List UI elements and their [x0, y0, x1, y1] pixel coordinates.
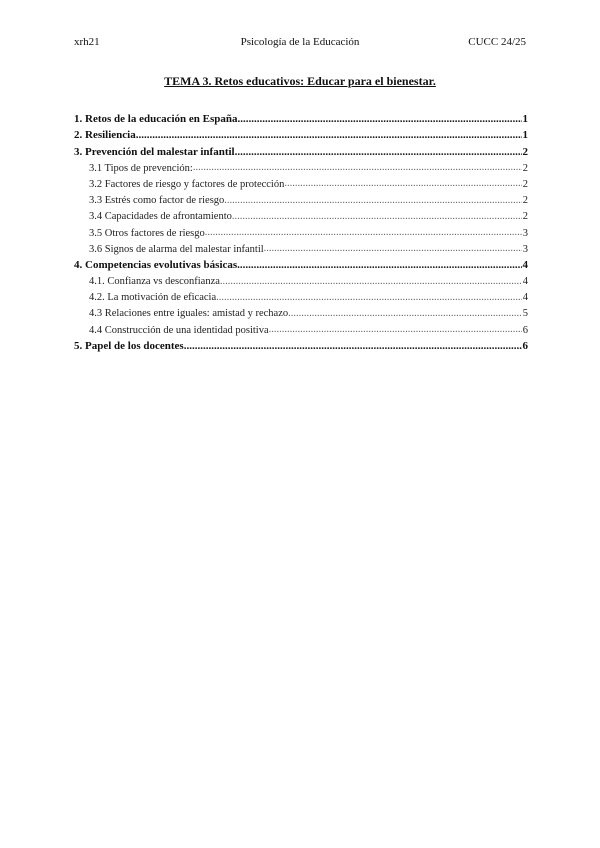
- toc-dot-leader: [288, 309, 522, 320]
- toc-entry-label: 5. Papel de los docentes: [74, 339, 184, 352]
- toc-dot-leader: [220, 277, 522, 288]
- toc-entry-label: 3.6 Signos de alarma del malestar infantil: [89, 243, 264, 255]
- toc-entry-label: 3.1 Tipos de prevención:: [89, 162, 193, 174]
- toc-entry-label: 3.4 Capacidades de afrontamiento: [89, 211, 232, 223]
- toc-dot-leader: [232, 212, 522, 223]
- toc-dot-leader: [205, 228, 522, 239]
- document-title: TEMA 3. Retos educativos: Educar para el bienestar.: [164, 74, 436, 88]
- toc-entry-label: 3.2 Factores de riesgo y factores de protección: [89, 178, 285, 190]
- toc-entry-label: 4.4 Construcción de una identidad positiva: [89, 324, 269, 336]
- toc-entry-page-number: 3: [522, 243, 528, 255]
- toc-entry-label: 4.1. Confianza vs desconfianza: [89, 276, 220, 288]
- toc-entry-page-number: 6: [522, 324, 528, 336]
- toc-entry-label: 4.3 Relaciones entre iguales: amistad y rechazo: [89, 308, 289, 320]
- toc-dot-leader: [216, 293, 522, 304]
- toc-entry-page-number: 4: [522, 292, 528, 304]
- toc-entry[interactable]: [74, 271, 528, 287]
- toc-entry[interactable]: [74, 239, 528, 255]
- toc-entry-page-number: 4: [522, 276, 528, 288]
- toc-dot-leader: [264, 244, 522, 255]
- toc-entry-page-number: 2: [522, 195, 528, 207]
- toc-dot-leader: [193, 163, 522, 174]
- toc-entry-page-number: 4: [522, 258, 528, 271]
- toc-dot-leader: [237, 260, 521, 271]
- toc-entry-page-number: 3: [522, 227, 528, 239]
- toc-entry[interactable]: [74, 206, 528, 222]
- toc-dot-leader: [136, 130, 522, 141]
- toc-entry-label: 4. Competencias evolutivas básicas: [74, 258, 238, 271]
- toc-dot-leader: [269, 325, 522, 336]
- toc-entry-label: 3.3 Estrés como factor de riesgo: [89, 195, 225, 207]
- toc-entry-label: 3. Prevención del malestar infantil: [74, 145, 235, 158]
- toc-entry-label: 2. Resiliencia: [74, 129, 136, 142]
- toc-entry-page-number: 6: [522, 339, 528, 352]
- toc-entry[interactable]: [74, 174, 528, 190]
- toc-entry[interactable]: [74, 336, 528, 352]
- toc-entry-page-number: 2: [522, 145, 528, 158]
- toc-entry-page-number: 1: [522, 129, 528, 142]
- toc-entry[interactable]: [74, 190, 528, 206]
- toc-entry-page-number: 2: [522, 211, 528, 223]
- toc-entry[interactable]: [74, 287, 528, 303]
- toc-dot-leader: [184, 341, 522, 352]
- toc-entry-label: 4.2. La motivación de eficacia: [89, 292, 217, 304]
- toc-entry[interactable]: [74, 303, 528, 319]
- toc-entry[interactable]: [74, 141, 528, 157]
- toc-dot-leader: [238, 114, 522, 125]
- toc-entry[interactable]: [74, 125, 528, 141]
- toc-entry[interactable]: [74, 109, 528, 125]
- toc-entry[interactable]: [74, 222, 528, 238]
- toc-entry-page-number: 2: [522, 178, 528, 190]
- toc-entry-page-number: 2: [522, 162, 528, 174]
- toc-dot-leader: [235, 147, 522, 158]
- toc-entry[interactable]: [74, 158, 528, 174]
- toc-entry-page-number: 5: [522, 308, 528, 320]
- toc-entry-label: 1. Retos de la educación en España: [74, 113, 238, 126]
- toc-dot-leader: [284, 179, 521, 190]
- toc-entry-label: 3.5 Otros factores de riesgo: [89, 227, 205, 239]
- toc-entry[interactable]: [74, 319, 528, 335]
- toc-entry[interactable]: [74, 255, 528, 271]
- page-header: [74, 36, 526, 52]
- table-of-contents: [74, 109, 528, 352]
- header-center-text: Psicología de la Educación: [240, 36, 360, 48]
- toc-dot-leader: [224, 196, 521, 207]
- toc-entry-page-number: 1: [522, 113, 528, 126]
- header-left-text: xrh21: [74, 36, 100, 48]
- header-right-text: CUCC 24/25: [468, 36, 526, 48]
